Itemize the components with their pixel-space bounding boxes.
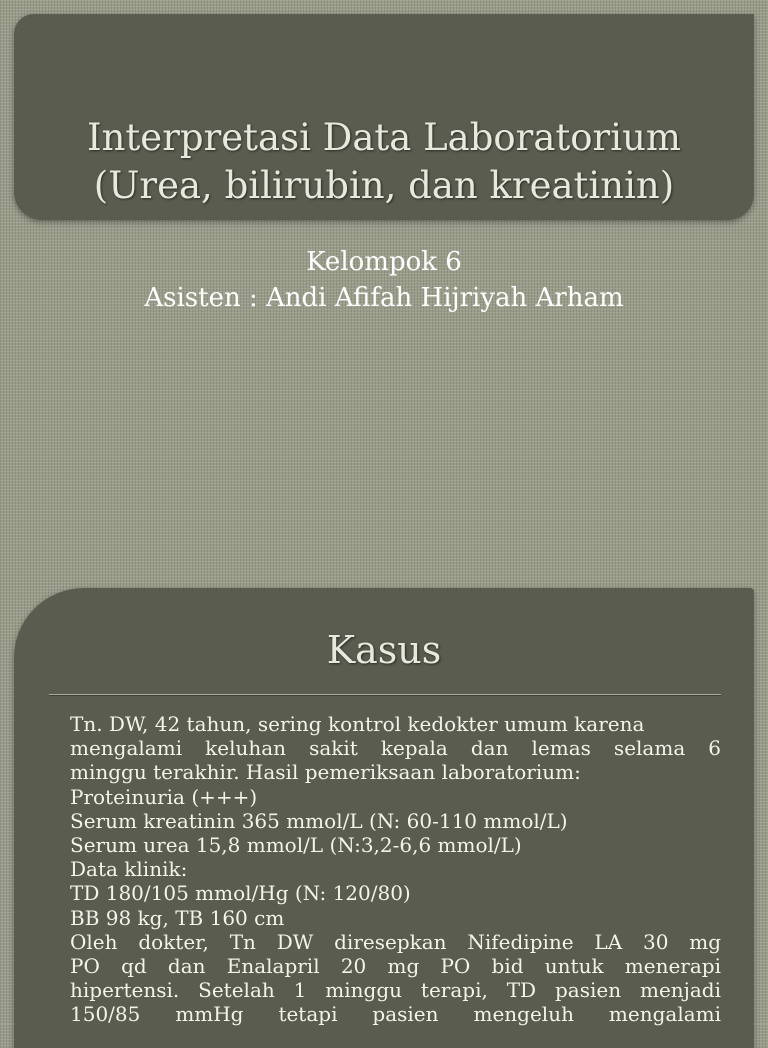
case-line: TD 180/105 mmol/Hg (N: 120/80) bbox=[70, 881, 411, 906]
slide-subtitle bbox=[0, 244, 768, 316]
case-line: Data klinik: bbox=[70, 857, 188, 882]
case-body bbox=[70, 712, 721, 1027]
assistant-label: Asisten : Andi Afifah Hijriyah Arham bbox=[144, 283, 624, 313]
case-line: Oleh dokter, Tn DW diresepkan Nifedipine LA 30 mg bbox=[70, 929, 721, 954]
case-line: Tn. DW, 42 tahun, sering kontrol kedokter umum karena bbox=[70, 712, 645, 736]
case-line: Proteinuria (+++) bbox=[70, 784, 258, 809]
case-heading: Kasus bbox=[326, 628, 442, 672]
case-line: minggu terakhir. Hasil pemeriksaan laboratorium: bbox=[70, 760, 581, 785]
title-panel bbox=[14, 14, 754, 220]
case-line: hipertensi. Setelah 1 minggu terapi, TD pasien menjadi bbox=[70, 978, 721, 1003]
case-line: mengalami keluhan sakit kepala dan lemas selama 6 bbox=[70, 736, 721, 761]
case-line: PO qd dan Enalapril 20 mg PO bid untuk menerapi bbox=[70, 954, 721, 979]
case-line: Serum urea 15,8 mmol/L (N:3,2-6,6 mmol/L) bbox=[70, 833, 522, 858]
slide-title bbox=[14, 114, 754, 210]
title-line-1: Interpretasi Data Laboratorium bbox=[86, 116, 681, 159]
title-line-2: (Urea, bilirubin, dan kreatinin) bbox=[93, 164, 675, 207]
case-line: Serum kreatinin 365 mmol/L (N: 60-110 mmol/L) bbox=[70, 808, 568, 833]
group-label: Kelompok 6 bbox=[306, 247, 462, 277]
heading-divider bbox=[49, 694, 721, 696]
case-line: BB 98 kg, TB 160 cm bbox=[70, 905, 285, 930]
case-line: 150/85 mmHg tetapi pasien mengeluh mengalami bbox=[70, 1002, 721, 1027]
case-slide-panel bbox=[14, 588, 754, 1048]
